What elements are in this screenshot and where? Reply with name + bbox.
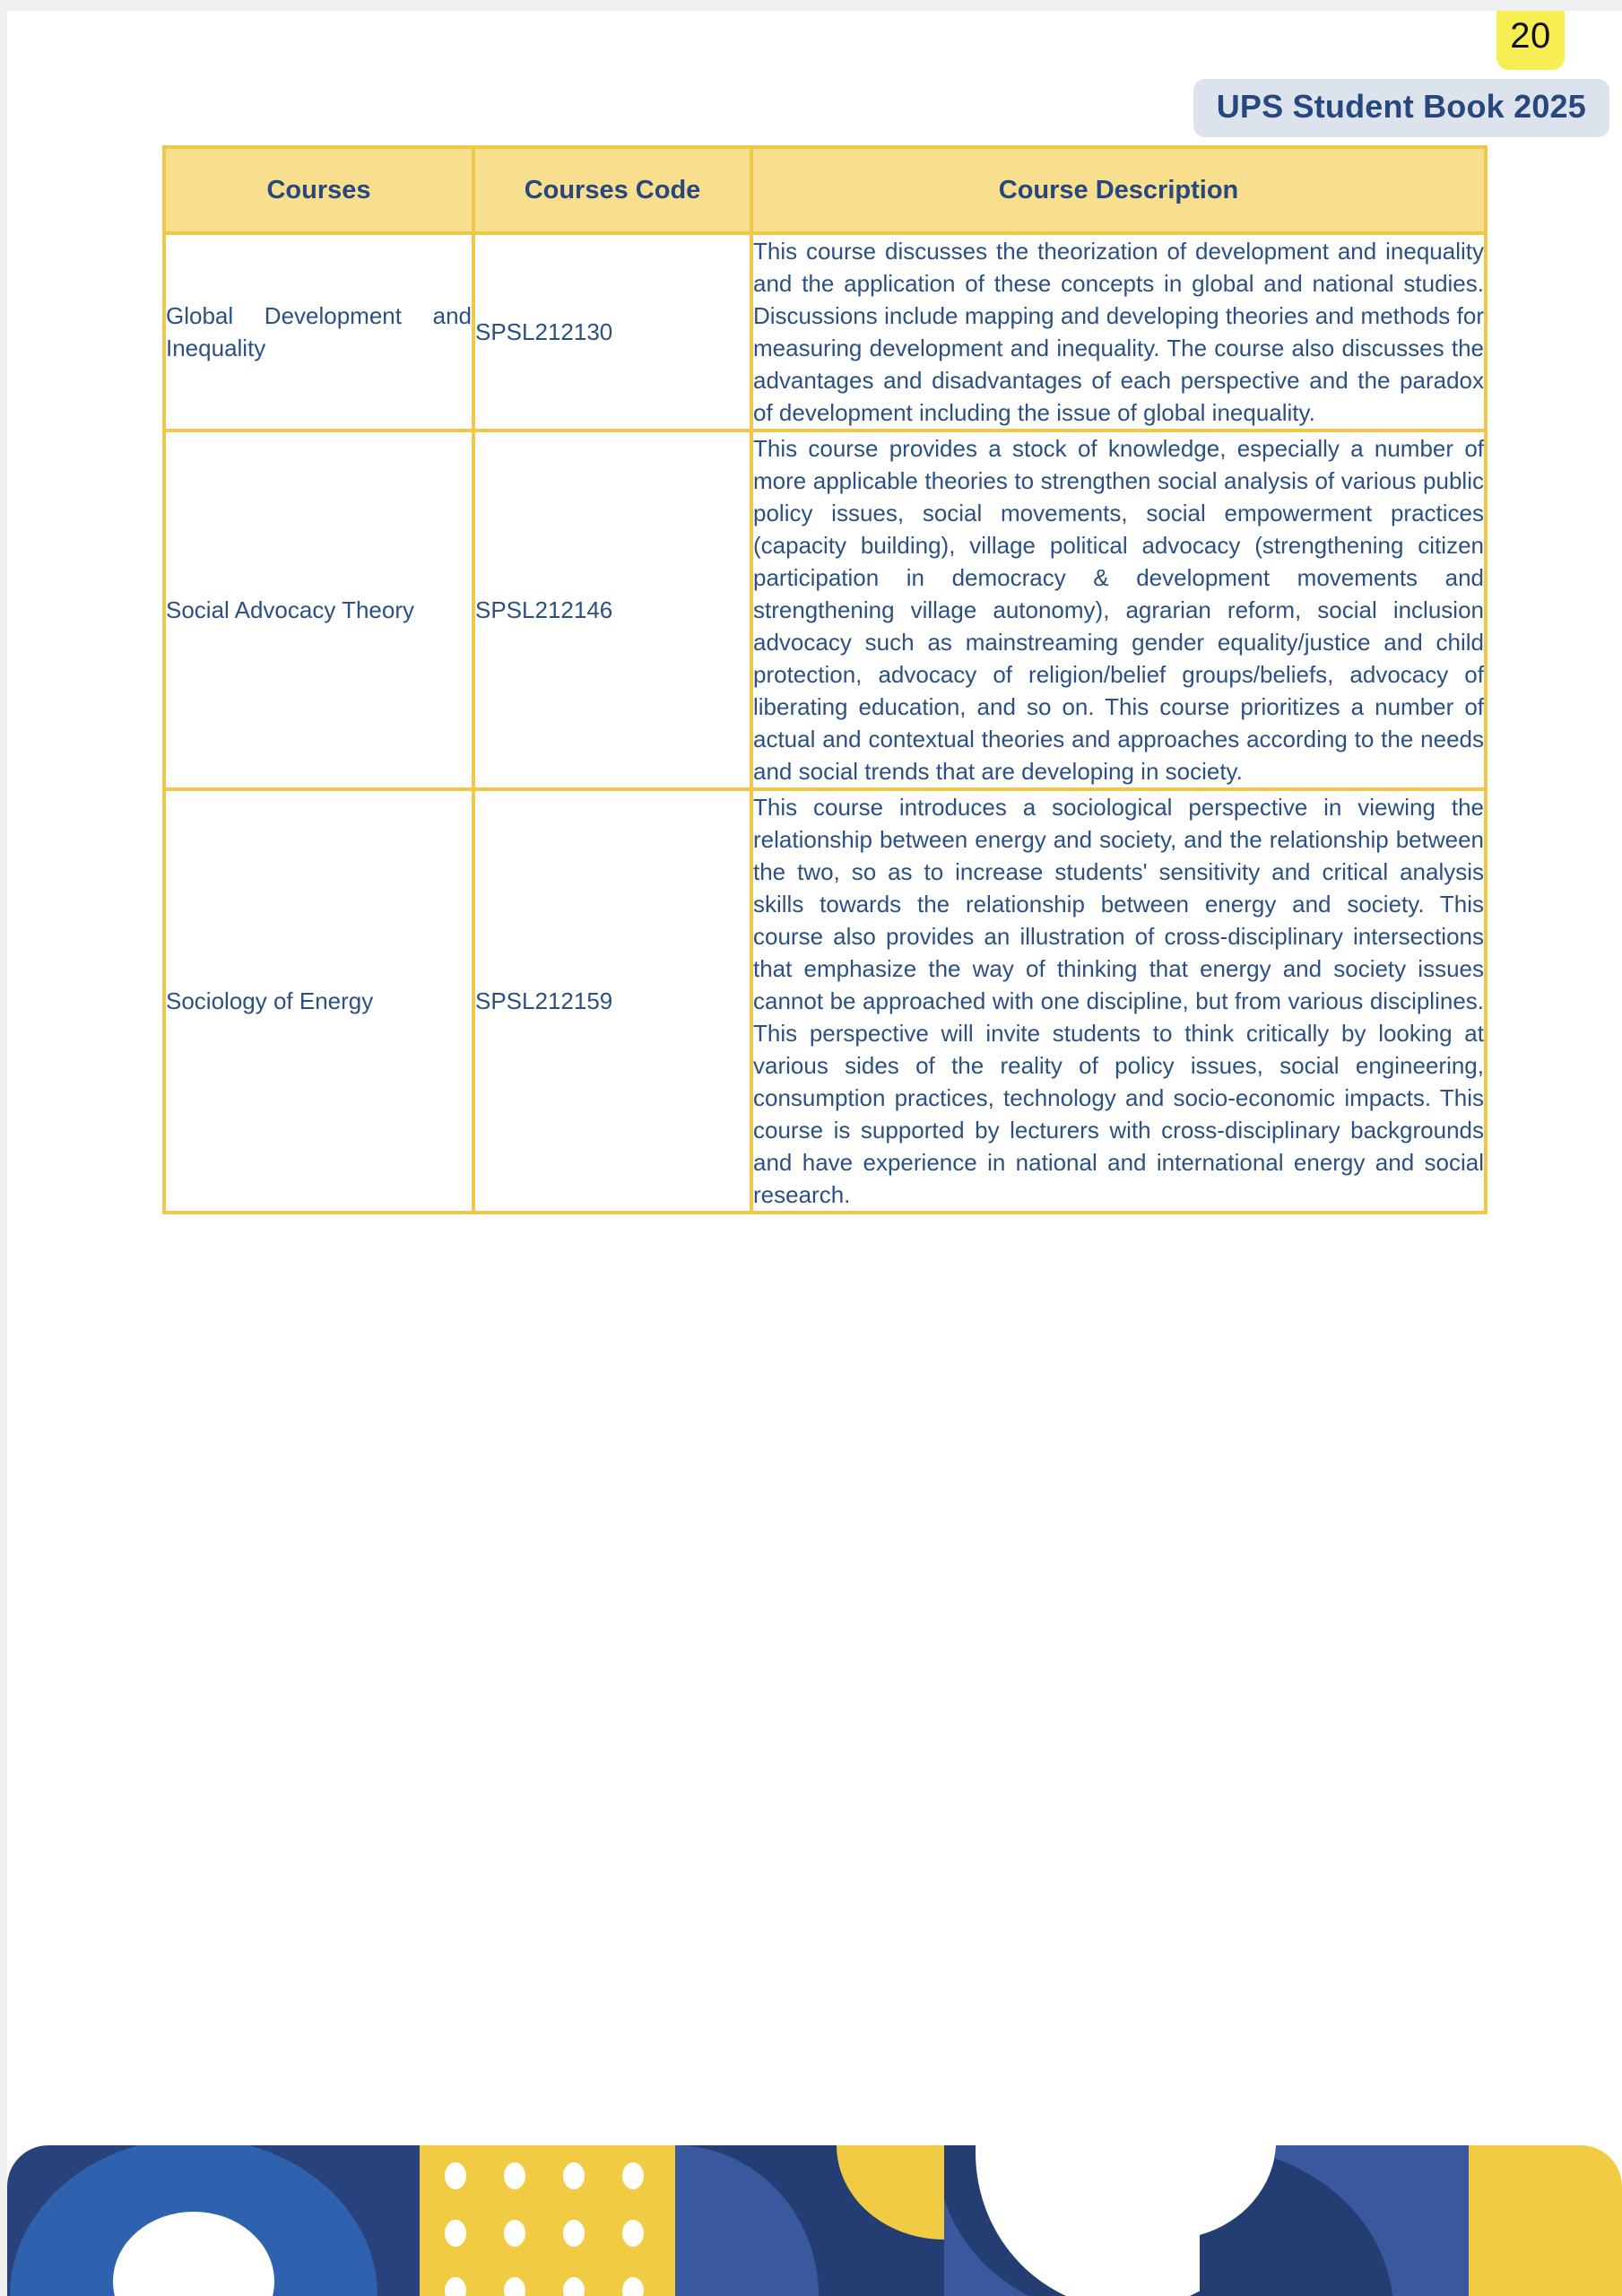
cell-course-description: This course discusses the theorization of development and inequality and the application of these concepts in global and national studies. Discussions include mapping and developing theories and methods for measuring development and inequality. The course also discusses the advantages and disadvantages of each perspective and the paradox of development including the issue of global inequality. <box>751 233 1486 430</box>
document-page <box>7 11 1622 2296</box>
table-row <box>164 789 1486 1213</box>
course-table <box>162 145 1488 1214</box>
cell-course-code: SPSL212130 <box>473 233 751 430</box>
column-header-courses-code: Courses Code <box>473 147 751 233</box>
footer-panel-dots <box>420 2145 675 2296</box>
footer-pattern-svg <box>7 2145 1622 2296</box>
book-title-banner: UPS Student Book 2025 <box>1193 79 1609 137</box>
column-header-courses: Courses <box>164 147 473 233</box>
footer-panel-quartercircle <box>675 2145 944 2296</box>
cell-course-description: This course provides a stock of knowledge, especially a number of more applicable theories to strengthen social analysis of various public policy issues, social movements, social empowerment practices (capacity building), village political advocacy (strengthening citizen participation in democracy & development movements and strengthening village autonomy), agrarian reform, social inclusion advocacy such as mainstreaming gender equality/justice and child protection, advocacy of religion/belief groups/beliefs, advocacy of liberating education, and so on. This course prioritizes a number of actual and contextual theories and approaches according to the needs and social trends that are developing in society. <box>751 430 1486 789</box>
footer-panel-navy-arc <box>1200 2145 1469 2296</box>
decorative-footer-graphic <box>7 2145 1622 2296</box>
page-header <box>887 11 1622 145</box>
cell-course-name: Global Development and Inequality <box>164 233 473 430</box>
table-row <box>164 430 1486 789</box>
table-header <box>164 147 1486 233</box>
footer-panel-yellow <box>1469 2145 1622 2296</box>
cell-course-name: Social Advocacy Theory <box>164 430 473 789</box>
cell-course-code: SPSL212159 <box>473 789 751 1213</box>
footer-panel-circle <box>7 2145 420 2296</box>
column-header-course-description: Course Description <box>751 147 1486 233</box>
table-body <box>164 233 1486 1213</box>
cell-course-code: SPSL212146 <box>473 430 751 789</box>
page-number-badge: 20 <box>1496 11 1565 70</box>
cell-course-name: Sociology of Energy <box>164 789 473 1213</box>
cell-course-description: This course introduces a sociological perspective in viewing the relationship between energy and society, and the relationship between the two, so as to increase students' sensitivity and critical analysis skills towards the relationship between energy and society. This course also provides an illustration of cross-disciplinary intersections that emphasize the way of thinking that energy and society issues cannot be approached with one discipline, but from various disciplines. This perspective will invite students to think critically by looking at various sides of the reality of policy issues, social engineering, consumption practices, technology and socio-economic impacts. This course is supported by lecturers with cross-disciplinary backgrounds and have experience in national and international energy and social research. <box>751 789 1486 1213</box>
table-row <box>164 233 1486 430</box>
table-header-row <box>164 147 1486 233</box>
